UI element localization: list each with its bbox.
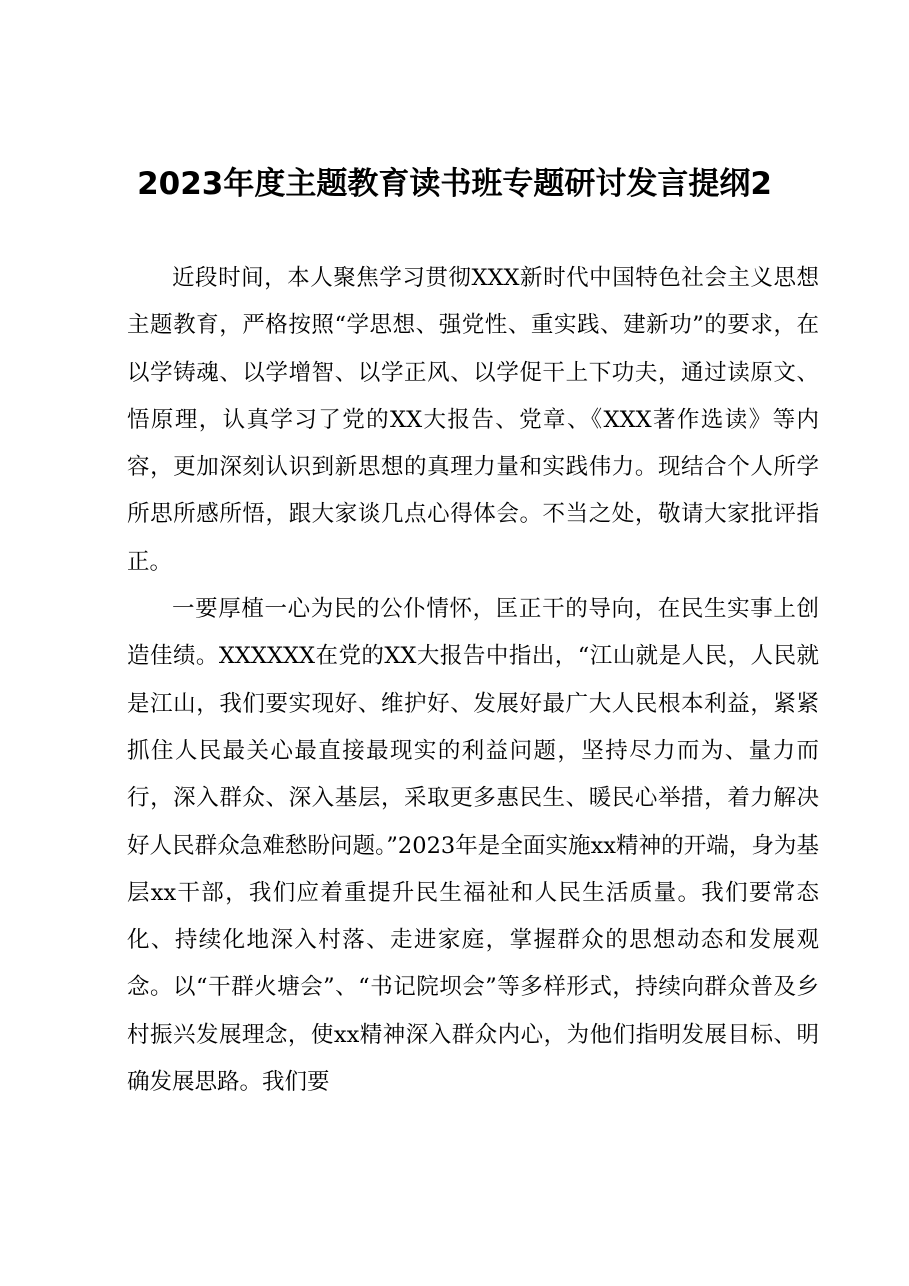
document-body [127,255,819,1106]
paragraph-intro: 近段时间，本人聚焦学习贯彻XXX新时代中国特色社会主义思想主题教育，严格按照“学思想、强党性、重实践、建新功”的要求，在以学铸魂、以学增智、以学正风、以学促干上下功夫，通过读原文、悟原理，认真学习了党的XX大报告、党章、《XXX著作选读》等内容，更加深刻认识到新思想的真理力量和实践伟力。现结合个人所学所思所感所悟，跟大家谈几点心得体会。不当之处，敬请大家批评指正。 [127,265,819,575]
paragraph-point-one: 一要厚植一心为民的公仆情怀，匡正干的导向，在民生实事上创造佳绩。XXXXXX在党的XX大报告中指出，“江山就是人民，人民就是江山，我们要实现好、维护好、发展好最广大人民根本利益，紧紧抓住人民最关心最直接最现实的利益问题，坚持尽力而为、量力而行，深入群众、深入基层，采取更多惠民生、暖民心举措，着力解决好人民群众急难愁盼问题。”2023年是全面实施xx精神的开端，身为基层xx干部，我们应着重提升民生福祉和人民生活质量。我们要常态化、持续化地深入村落、走进家庭，掌握群众的思想动态和发展观念。以“干群火塘会”、“书记院坝会”等多样形式，持续向群众普及乡村振兴发展理念，使xx精神深入群众内心，为他们指明发展目标、明确发展思路。我们要 [127,596,819,1096]
document-title: 2023年度主题教育读书班专题研讨发言提纲2 [137,166,772,202]
